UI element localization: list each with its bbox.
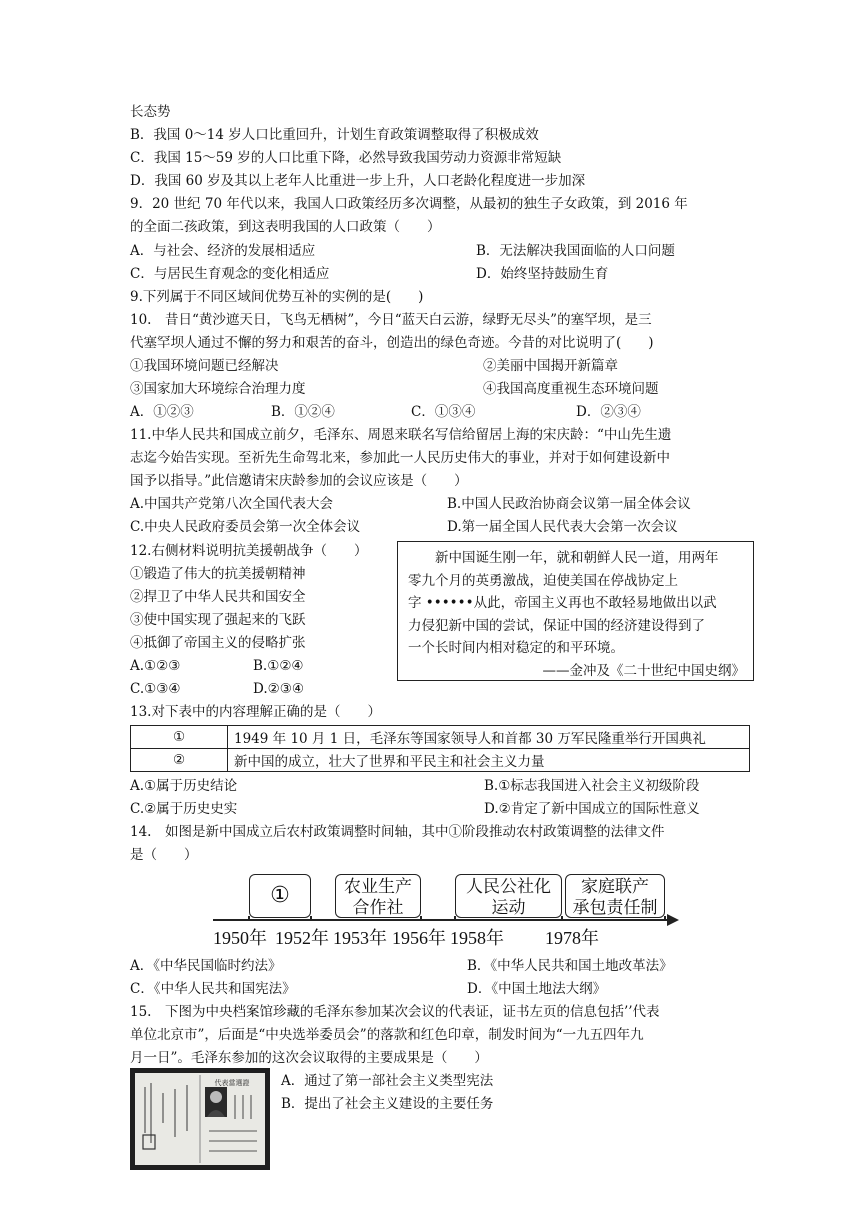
q10-statement: ④我国高度重视生态环境问题 xyxy=(483,381,659,397)
q10-statement: ②美丽中国揭开新篇章 xyxy=(483,358,618,374)
q14-stem: 14. 如图是新中国成立后农村政策调整时间轴，其中①阶段推动农村政策调整的法律文件 xyxy=(130,824,665,840)
option-d: D．我国 60 岁及其以上老年人比重进一步上升，人口老龄化程度进一步加深 xyxy=(130,173,586,189)
q15-option-a: A．通过了第一部社会主义类型宪法 xyxy=(281,1073,494,1089)
quote-box xyxy=(397,541,754,681)
table-cell-text: 新中国的成立，壮大了世界和平民主和社会主义力量 xyxy=(228,749,750,772)
table-cell-num: ① xyxy=(131,726,228,749)
timeline-year: 1950年 xyxy=(213,928,267,948)
q10-option-c: C．①③④ xyxy=(411,404,476,420)
table-cell-num: ② xyxy=(131,749,228,772)
q12-statement: ②捍卫了中华人民共和国安全 xyxy=(130,589,306,605)
q15-stem-cont: 月一日”。毛泽东参加的这次会议取得的主要成果是（ ） xyxy=(130,1050,488,1066)
timeline-year: 1956年 xyxy=(392,928,446,948)
certificate-illustration xyxy=(135,1073,265,1165)
q10-stem: 10. 昔日“黄沙遮天日，飞鸟无栖树”，今日“蓝天白云游，绿野无尽头”的塞罕坝，是三 xyxy=(130,312,652,328)
text-line: 长态势 xyxy=(130,104,171,120)
timeline-year: 1958年 xyxy=(450,928,504,948)
q14-option-a: A．《中华民国临时约法》 xyxy=(130,958,282,974)
q12-statement: ③使中国实现了强起来的飞跃 xyxy=(130,612,306,628)
quote-line: 零九个月的英勇激战，迫使美国在停战协定上 xyxy=(408,572,678,589)
quote-source: ——金冲及《二十世纪中国史纲》 xyxy=(542,662,745,679)
timeline-year: 1978年 xyxy=(545,928,599,948)
q14-option-c: C．《中华人民共和国宪法》 xyxy=(130,981,296,997)
q14-stem-cont: 是（ ） xyxy=(130,847,198,863)
q10-option-b: B．①②④ xyxy=(271,404,335,420)
quote-line: 字 ••••••从此，帝国主义再也不敢轻易地做出以武 xyxy=(408,595,717,611)
q12-stem: 12.右侧材料说明抗美援朝战争（ ） xyxy=(130,543,368,559)
q13-option-c: C.②属于历史史实 xyxy=(130,801,238,817)
delegate-certificate-photo xyxy=(130,1068,270,1170)
q11-stem: 11.中华人民共和国成立前夕，毛泽东、周恩来联名写信给留居上海的宋庆龄：“中山先生遗 xyxy=(130,427,672,443)
quote-line: 力侵犯新中国的尝试，保证中国的经济建设得到了 xyxy=(408,617,705,634)
q15-option-b: B．提出了社会主义建设的主要任务 xyxy=(281,1096,494,1112)
q9-stem-cont: 的全面二孩政策，到这表明我国的人口政策（ ） xyxy=(130,219,441,235)
q11-option-a: A.中国共产党第八次全国代表大会 xyxy=(130,496,334,512)
timeline-box-4: 家庭联产 承包责任制 xyxy=(565,874,665,918)
q12-option-a: A.①②③ xyxy=(130,658,181,674)
q10-option-d: D．②③④ xyxy=(576,404,641,420)
q12-statement: ④抵御了帝国主义的侵略扩张 xyxy=(130,635,306,651)
table-row xyxy=(131,749,750,772)
timeline-box-2: 农业生产 合作社 xyxy=(335,874,421,918)
q10-stem-cont: 代塞罕坝人通过不懈的努力和艰苦的奋斗，创造出的绿色奇迹。今昔的对比说明了( ) xyxy=(130,335,654,351)
quote-line: 新中国诞生刚一年，就和朝鲜人民一道，用两年 xyxy=(435,550,719,566)
q13-option-b: B.①标志我国进入社会主义初级阶段 xyxy=(484,778,700,794)
q11-option-b: B.中国人民政治协商会议第一届全体会议 xyxy=(447,496,691,512)
table-row xyxy=(131,726,750,749)
quote-line: 一个长时间内相对稳定的和平环境。 xyxy=(408,640,624,656)
q10-statement: ①我国环境问题已经解决 xyxy=(130,358,279,374)
option-b: B．我国 0～14 岁人口比重回升，计划生育政策调整取得了积极成效 xyxy=(130,127,539,143)
timeline-box-3: 人民公社化 运动 xyxy=(455,874,562,918)
timeline-year: 1953年 xyxy=(333,928,387,948)
q15-stem-cont: 单位北京市”，后面是“中央选举委员会”的落款和红色印章，制发时间为“一九五四年九 xyxy=(130,1027,644,1043)
certificate-pages xyxy=(135,1073,265,1165)
q9b-stem: 9.下列属于不同区域间优势互补的实例的是( ) xyxy=(130,289,424,305)
certificate-title: 代表當選證 xyxy=(214,1079,250,1087)
q9-option-c: C．与居民生育观念的变化相适应 xyxy=(130,266,330,282)
q9-option-b: B．无法解决我国面临的人口问题 xyxy=(476,243,675,259)
q10-option-a: A．①②③ xyxy=(130,404,194,420)
q9-option-d: D．始终坚持鼓励生育 xyxy=(476,266,609,282)
q9-stem: 9．20 世纪 70 年代以来，我国人口政策经历多次调整，从最初的独生子女政策，到 2016 年 xyxy=(130,196,688,212)
q13-table xyxy=(130,725,750,772)
q15-stem: 15. 下图为中央档案馆珍藏的毛泽东参加某次会议的代表证，证书左页的信息包括’’代表 xyxy=(130,1004,660,1020)
option-c: C．我国 15～59 岁的人口比重下降，必然导致我国劳动力资源非常短缺 xyxy=(130,150,562,166)
q13-option-a: A.①属于历史结论 xyxy=(130,778,238,794)
timeline-year: 1952年 xyxy=(275,928,329,948)
policy-timeline xyxy=(213,868,683,948)
q9-option-a: A．与社会、经济的发展相适应 xyxy=(130,243,316,259)
q11-option-c: C.中央人民政府委员会第一次全体会议 xyxy=(130,519,361,535)
q13-option-d: D.②肯定了新中国成立的国际性意义 xyxy=(484,801,700,817)
q11-stem-cont: 国予以指导。”此信邀请宋庆龄参加的会议应该是（ ） xyxy=(130,473,468,489)
table-cell-text: 1949 年 10 月 1 日，毛泽东等国家领导人和首都 30 万军民隆重举行开国典礼 xyxy=(228,726,750,749)
q12-option-b: B.①②④ xyxy=(253,658,304,674)
timeline-box-1: ① xyxy=(249,874,311,918)
q11-option-d: D.第一届全国人民代表大会第一次会议 xyxy=(447,519,678,535)
q12-option-c: C.①③④ xyxy=(130,681,181,697)
q12-option-d: D.②③④ xyxy=(253,681,304,697)
q14-option-d: D．《中国土地法大纲》 xyxy=(467,981,607,997)
q11-stem-cont: 志迄今始告实现。至祈先生命驾北来，参加此一人民历史伟大的事业，并对于如何建设新中 xyxy=(130,450,670,466)
q12-statement: ①锻造了伟大的抗美援朝精神 xyxy=(130,566,306,582)
q14-option-b: B．《中华人民共和国土地改革法》 xyxy=(467,958,673,974)
q13-stem: 13.对下表中的内容理解正确的是（ ） xyxy=(130,704,381,720)
q10-statement: ③国家加大环境综合治理力度 xyxy=(130,381,306,397)
